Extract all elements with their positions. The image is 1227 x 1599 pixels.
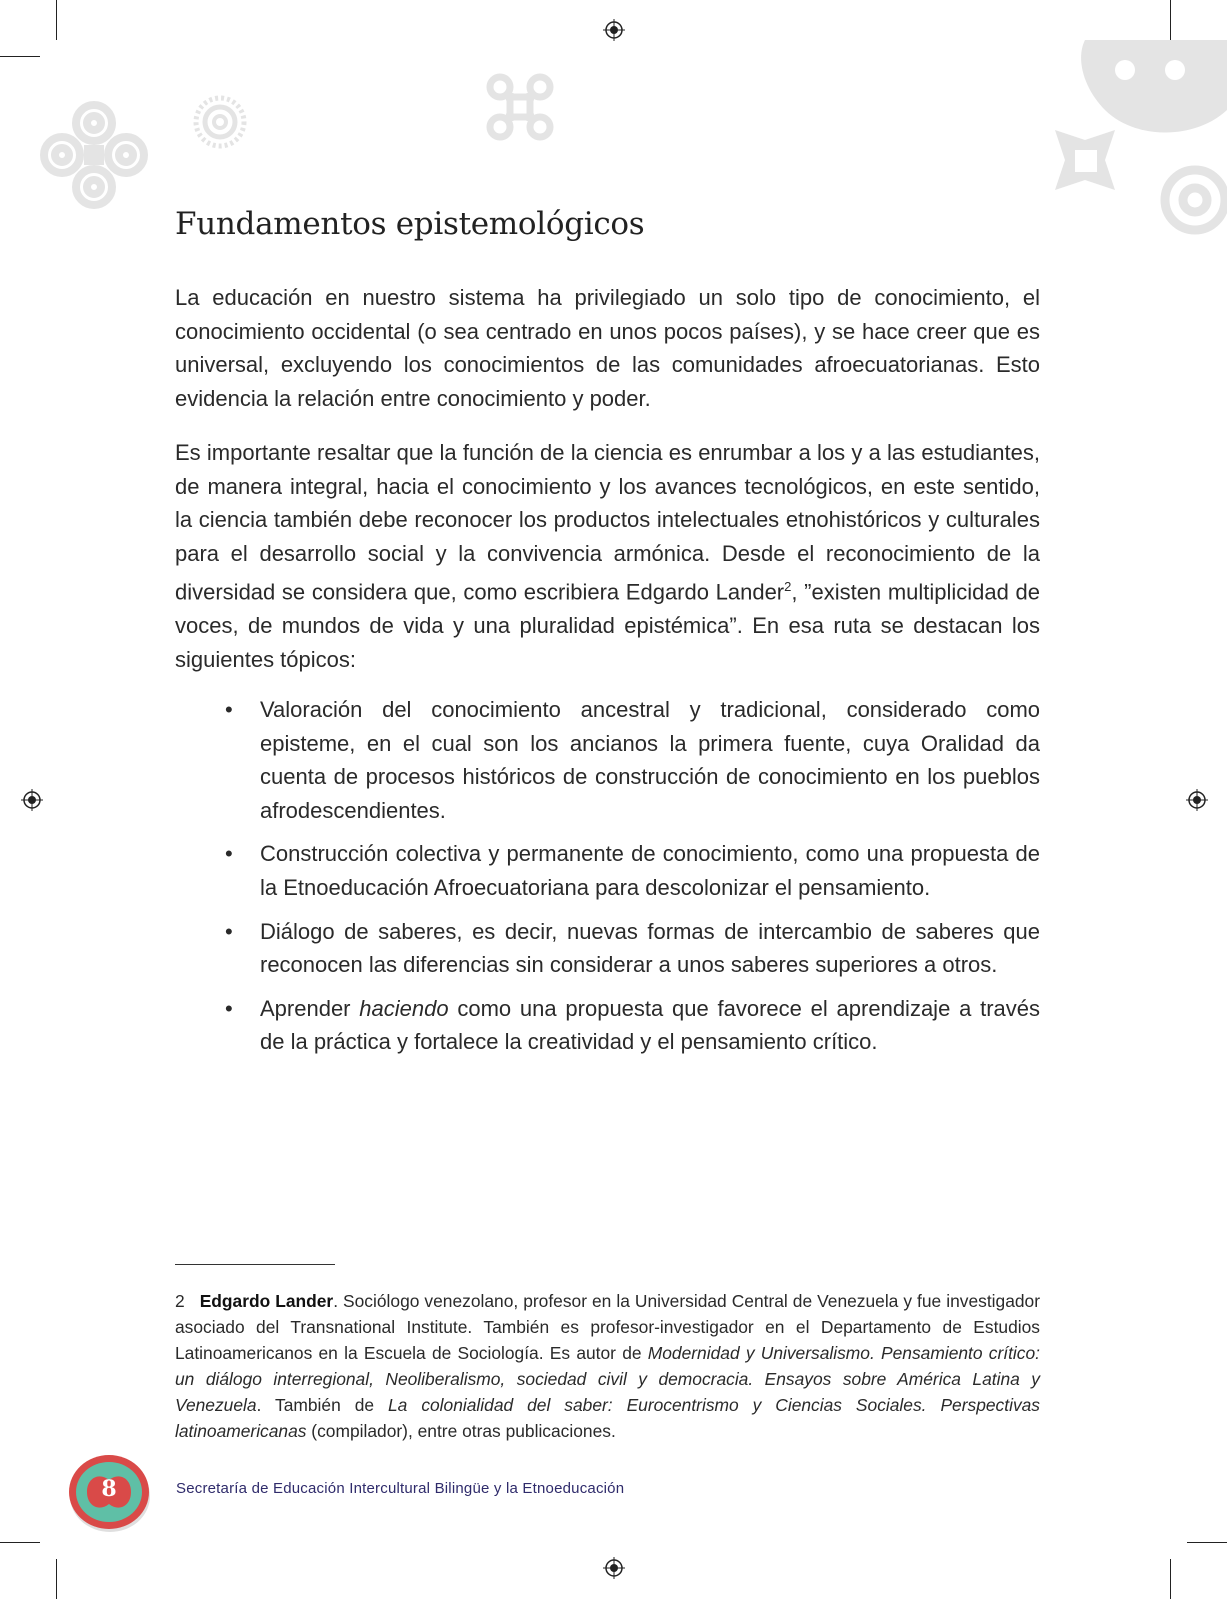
footnote (175, 1288, 1040, 1444)
registration-mark-top (603, 19, 625, 41)
bullet-icon: • (225, 841, 233, 867)
paragraph-science-part1: Es importante resaltar que la función de la ciencia es enrumbar a los y a las estudiantes, de manera integral, hacia el conocimiento y los avances tecnológicos, en este sentido, la ciencia también debe reconocer los productos intelectuales etnohistóricos y culturales para el desarrollo social y la convivencia armónica. Desde el reconocimiento de la diversidad se considera que, como escribiera Edgardo Lander (175, 440, 1040, 605)
bullet-icon: • (225, 995, 233, 1021)
bullet-icon: • (225, 918, 233, 944)
registration-mark-left (21, 789, 43, 811)
list-item (175, 992, 1040, 1059)
topics-list (175, 693, 1040, 1069)
spiral-cluster-ornament (38, 95, 150, 215)
footnote-work-titles-2: La colonialidad del saber: Eurocentrismo y Ciencias Sociales. Perspectivas latinoamericanas (175, 1395, 1041, 1441)
crop-mark-top-left-v (56, 0, 57, 40)
crop-mark-bottom-right-h (1187, 1542, 1227, 1543)
footnote-text-2: . También de (256, 1395, 389, 1415)
crop-mark-top-right-v (1170, 0, 1171, 40)
footnote-divider (175, 1264, 335, 1265)
list-item (175, 693, 1040, 827)
list-item (175, 837, 1040, 904)
footnote-text-1: . Sociólogo venezolano, profesor en la Universidad Central de Venezuela y fue investigador asociado del Transnational Institute. También es profesor-investigador en el Departamento de Estudios Latinoamericanos en la Escuela de Sociología. Es autor de (175, 1291, 1041, 1363)
list-item-emphasis: haciendo (359, 995, 449, 1021)
bullet-icon: • (225, 697, 233, 722)
list-item-text-part2: como una propuesta que favorece el aprendizaje a través de la práctica y fortalece la creatividad y el pensamiento crítico. (260, 995, 1040, 1055)
page-number: 8 (101, 1476, 117, 1502)
registration-mark-right (1186, 789, 1208, 811)
crop-mark-bottom-left-v (56, 1559, 57, 1599)
footnote-reference: 2 (784, 579, 792, 595)
paragraph-science (175, 436, 1040, 676)
section-heading: Fundamentos epistemológicos (175, 206, 645, 242)
list-item (175, 915, 1040, 982)
corner-ornament (1045, 40, 1227, 245)
concentric-circle-ornament (193, 95, 247, 149)
footnote-author-name: Edgardo Lander (199, 1291, 334, 1311)
footer-institution: Secretaría de Educación Intercultural Bilingüe y la Etnoeducación (176, 1480, 625, 1497)
crop-mark-top-left-h (0, 56, 40, 57)
paragraph-science-part2: , ”existen multiplicidad de voces, de mundos de vida y una pluralidad epistémica”. En esa ruta se destacan los siguientes tópicos: (175, 579, 1040, 672)
crop-mark-bottom-left-h (0, 1542, 40, 1543)
footnote-text-3: (compilador), entre otras publicaciones. (306, 1421, 616, 1441)
list-item-text: Diálogo de saberes, es decir, nuevas formas de intercambio de saberes que reconocen las diferencias sin considerar a unos saberes superiores a otros. (260, 918, 1040, 978)
footnote-number: 2 (175, 1291, 185, 1311)
knot-ornament (486, 73, 554, 141)
list-item-text: Valoración del conocimiento ancestral y tradicional, considerado como episteme, en el cual son los ancianos la primera fuente, cuya Oralidad da cuenta de procesos históricos de construcción de conocimiento en los pueblos afrodescendientes. (260, 697, 1040, 823)
list-item-text-part1: Aprender (260, 995, 360, 1021)
crop-mark-bottom-right-v (1170, 1559, 1171, 1599)
paragraph-intro: La educación en nuestro sistema ha privilegiado un solo tipo de conocimiento, el conocimiento occidental (o sea centrado en unos pocos países), y se hace creer que es universal, excluyendo los conocimientos de las comunidades afroecuatorianas. Esto evidencia la relación entre conocimiento y poder. (175, 285, 1040, 411)
footnote-work-titles-1: Modernidad y Universalismo. Pensamiento crítico: un diálogo interregional, Neoliberalismo, sociedad civil y democracia. Ensayos sobre América Latina y Venezuela (175, 1343, 1040, 1415)
registration-mark-bottom (603, 1557, 625, 1579)
list-item-text: Construcción colectiva y permanente de conocimiento, como una propuesta de la Etnoeducación Afroecuatoriana para descolonizar el pensamiento. (260, 841, 1040, 900)
